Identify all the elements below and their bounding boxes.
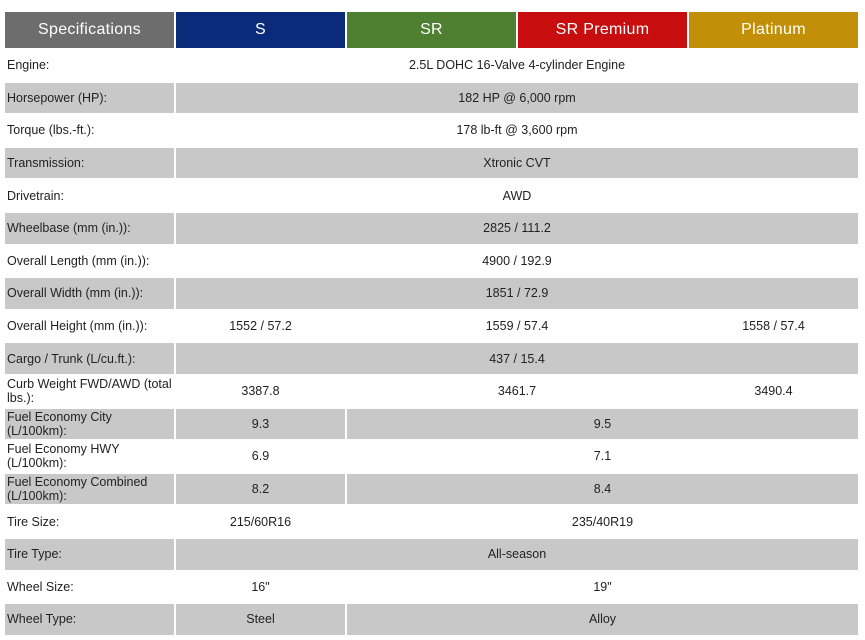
row-value: 235/40R19 bbox=[347, 506, 858, 537]
row-value: 8.4 bbox=[347, 474, 858, 505]
row-value: 182 HP @ 6,000 rpm bbox=[176, 83, 858, 114]
spec-table-container bbox=[5, 10, 860, 637]
header-s: S bbox=[176, 12, 345, 48]
row-value: 178 lb-ft @ 3,600 rpm bbox=[176, 115, 858, 146]
header-sr: SR bbox=[347, 12, 516, 48]
table-row bbox=[5, 246, 858, 277]
row-value: Xtronic CVT bbox=[176, 148, 858, 179]
row-value: 6.9 bbox=[176, 441, 345, 472]
table-row bbox=[5, 539, 858, 570]
row-value: 9.5 bbox=[347, 409, 858, 440]
header-row bbox=[5, 12, 858, 48]
table-row bbox=[5, 376, 858, 407]
row-value: 7.1 bbox=[347, 441, 858, 472]
row-value: 1558 / 57.4 bbox=[689, 311, 858, 342]
row-value: 2.5L DOHC 16-Valve 4-cylinder Engine bbox=[176, 50, 858, 81]
row-label: Fuel Economy HWY (L/100km): bbox=[5, 441, 174, 472]
table-row bbox=[5, 343, 858, 374]
row-label: Fuel Economy Combined (L/100km): bbox=[5, 474, 174, 505]
row-value: 4900 / 192.9 bbox=[176, 246, 858, 277]
table-row bbox=[5, 278, 858, 309]
header-specifications: Specifications bbox=[5, 12, 174, 48]
row-value: 16" bbox=[176, 572, 345, 603]
table-row bbox=[5, 83, 858, 114]
header-sr-premium: SR Premium bbox=[518, 12, 687, 48]
table-row bbox=[5, 115, 858, 146]
row-value: 3387.8 bbox=[176, 376, 345, 407]
row-label: Drivetrain: bbox=[5, 180, 174, 211]
table-row bbox=[5, 572, 858, 603]
row-label: Overall Length (mm (in.)): bbox=[5, 246, 174, 277]
row-value: AWD bbox=[176, 180, 858, 211]
row-value: 2825 / 111.2 bbox=[176, 213, 858, 244]
row-value: 1559 / 57.4 bbox=[347, 311, 687, 342]
table-row bbox=[5, 148, 858, 179]
row-label: Transmission: bbox=[5, 148, 174, 179]
row-label: Overall Height (mm (in.)): bbox=[5, 311, 174, 342]
table-row bbox=[5, 409, 858, 440]
row-label: Tire Type: bbox=[5, 539, 174, 570]
table-body bbox=[5, 50, 858, 635]
table-row bbox=[5, 311, 858, 342]
row-value: 8.2 bbox=[176, 474, 345, 505]
specifications-table bbox=[3, 10, 860, 637]
row-value: 1851 / 72.9 bbox=[176, 278, 858, 309]
row-value: 1552 / 57.2 bbox=[176, 311, 345, 342]
table-row bbox=[5, 506, 858, 537]
row-label: Wheel Size: bbox=[5, 572, 174, 603]
row-value: 19" bbox=[347, 572, 858, 603]
row-label: Wheel Type: bbox=[5, 604, 174, 635]
table-row bbox=[5, 180, 858, 211]
table-row bbox=[5, 441, 858, 472]
row-label: Fuel Economy City (L/100km): bbox=[5, 409, 174, 440]
row-label: Curb Weight FWD/AWD (total lbs.): bbox=[5, 376, 174, 407]
table-row bbox=[5, 474, 858, 505]
row-value: 215/60R16 bbox=[176, 506, 345, 537]
row-label: Wheelbase (mm (in.)): bbox=[5, 213, 174, 244]
row-value: Alloy bbox=[347, 604, 858, 635]
row-label: Tire Size: bbox=[5, 506, 174, 537]
row-value: 3461.7 bbox=[347, 376, 687, 407]
row-label: Overall Width (mm (in.)): bbox=[5, 278, 174, 309]
row-label: Engine: bbox=[5, 50, 174, 81]
row-value: 3490.4 bbox=[689, 376, 858, 407]
table-row bbox=[5, 50, 858, 81]
row-label: Horsepower (HP): bbox=[5, 83, 174, 114]
row-value: 437 / 15.4 bbox=[176, 343, 858, 374]
table-row bbox=[5, 604, 858, 635]
row-value: All-season bbox=[176, 539, 858, 570]
row-value: Steel bbox=[176, 604, 345, 635]
row-label: Torque (lbs.-ft.): bbox=[5, 115, 174, 146]
row-label: Cargo / Trunk (L/cu.ft.): bbox=[5, 343, 174, 374]
row-value: 9.3 bbox=[176, 409, 345, 440]
table-row bbox=[5, 213, 858, 244]
header-platinum: Platinum bbox=[689, 12, 858, 48]
